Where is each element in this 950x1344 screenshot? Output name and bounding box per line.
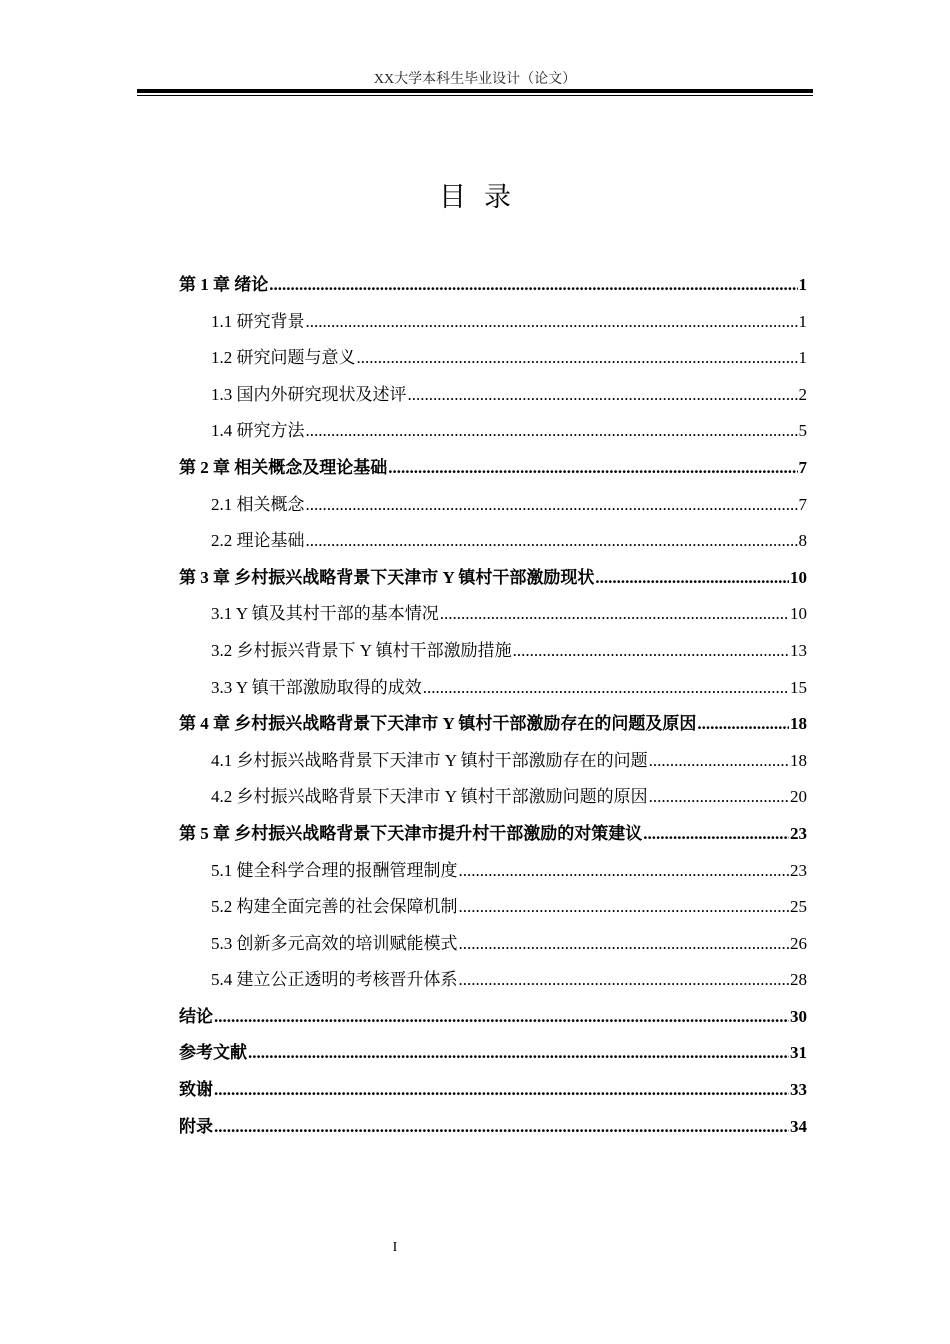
- toc-dot-leader: [357, 340, 798, 377]
- toc-entry-label: 1.1 研究背景: [211, 311, 305, 331]
- toc-section-entry[interactable]: [179, 596, 807, 633]
- toc-entry-label: 第 1 章 绪论: [179, 275, 269, 294]
- toc-dot-leader: [697, 706, 789, 743]
- toc-entry-page: 26: [790, 933, 807, 953]
- toc-dot-leader: [459, 926, 790, 963]
- toc-entry-label: 第 5 章 乡村振兴战略背景下天津市提升村干部激励的对策建议: [179, 823, 643, 843]
- toc-dot-leader: [459, 889, 790, 926]
- toc-entry-label: 4.1 乡村振兴战略背景下天津市 Y 镇村干部激励存在的问题: [211, 750, 648, 770]
- toc-dot-leader: [248, 1035, 789, 1072]
- toc-entry-label: 5.4 建立公正透明的考核晋升体系: [211, 970, 458, 990]
- toc-section-entry[interactable]: [179, 377, 807, 414]
- toc-dot-leader: [269, 267, 797, 304]
- toc-dot-leader: [306, 487, 798, 524]
- toc-entry-page: 1: [798, 275, 807, 294]
- toc-entry-label: 1.2 研究问题与意义: [211, 348, 356, 368]
- toc-entry-page: 1: [798, 348, 807, 368]
- toc-chapter-entry[interactable]: [179, 999, 807, 1036]
- toc-entry-page: 30: [790, 1006, 807, 1026]
- toc-entry-label: 附录: [179, 1116, 213, 1136]
- toc-chapter-entry[interactable]: [179, 267, 807, 304]
- header-rule-thick: [137, 89, 813, 93]
- toc-entry-label: 3.3 Y 镇干部激励取得的成效: [211, 677, 422, 697]
- toc-entry-page: 2: [798, 384, 807, 404]
- toc-dot-leader: [214, 1109, 789, 1146]
- toc-entry-label: 3.2 乡村振兴背景下 Y 镇村干部激励措施: [211, 640, 512, 660]
- toc-dot-leader: [408, 377, 798, 414]
- toc-dot-leader: [459, 853, 790, 890]
- toc-entry-label: 参考文献: [179, 1043, 247, 1063]
- toc-dot-leader: [306, 523, 798, 560]
- toc-chapter-entry[interactable]: [179, 1035, 807, 1072]
- toc-dot-leader: [440, 596, 789, 633]
- toc-entry-page: 8: [798, 531, 807, 551]
- toc-dot-leader: [649, 779, 789, 816]
- toc-entry-label: 2.1 相关概念: [211, 494, 305, 514]
- toc-dot-leader: [643, 816, 789, 853]
- toc-entry-label: 第 4 章 乡村振兴战略背景下天津市 Y 镇村干部激励存在的问题及原因: [179, 714, 697, 734]
- toc-entry-page: 18: [790, 750, 807, 770]
- toc-entry-page: 18: [790, 714, 807, 734]
- toc-section-entry[interactable]: [179, 670, 807, 707]
- toc-dot-leader: [423, 670, 789, 707]
- toc-section-entry[interactable]: [179, 523, 807, 560]
- toc-section-entry[interactable]: [179, 853, 807, 890]
- toc-chapter-entry[interactable]: [179, 1072, 807, 1109]
- toc-dot-leader: [388, 450, 797, 487]
- toc-entry-label: 致谢: [179, 1080, 213, 1100]
- toc-dot-leader: [306, 304, 798, 341]
- toc-entry-label: 5.1 健全科学合理的报酬管理制度: [211, 860, 458, 880]
- toc-section-entry[interactable]: [179, 413, 807, 450]
- toc-dot-leader: [649, 743, 789, 780]
- toc-entry-label: 第 2 章 相关概念及理论基础: [179, 457, 388, 477]
- toc-chapter-entry[interactable]: [179, 1109, 807, 1146]
- toc-entry-page: 15: [790, 677, 807, 697]
- toc-section-entry[interactable]: [179, 962, 807, 999]
- toc-entry-page: 20: [790, 787, 807, 807]
- toc-entry-page: 7: [798, 457, 807, 477]
- toc-dot-leader: [214, 999, 789, 1036]
- toc-title: 目录: [439, 182, 529, 212]
- toc-entry-page: 34: [790, 1116, 807, 1136]
- toc-entry-page: 28: [790, 970, 807, 990]
- toc-entry-label: 1.3 国内外研究现状及述评: [211, 384, 407, 404]
- page-header: XX大学本科生毕业设计（论文）: [373, 72, 577, 87]
- toc-entry-label: 1.4 研究方法: [211, 421, 305, 441]
- toc-dot-leader: [306, 413, 798, 450]
- toc-section-entry[interactable]: [179, 487, 807, 524]
- toc-section-entry[interactable]: [179, 889, 807, 926]
- toc-entry-page: 31: [790, 1043, 807, 1063]
- toc-entry-page: 10: [790, 567, 807, 587]
- toc-chapter-entry[interactable]: [179, 450, 807, 487]
- toc-chapter-entry[interactable]: [179, 706, 807, 743]
- toc-entry-label: 3.1 Y 镇及其村干部的基本情况: [211, 604, 439, 624]
- page-number: I: [392, 1240, 398, 1255]
- toc-dot-leader: [513, 633, 789, 670]
- toc-section-entry[interactable]: [179, 340, 807, 377]
- toc-chapter-entry[interactable]: [179, 816, 807, 853]
- toc-entry-page: 33: [790, 1080, 807, 1100]
- toc-entry-page: 23: [790, 823, 807, 843]
- toc-entry-label: 第 3 章 乡村振兴战略背景下天津市 Y 镇村干部激励现状: [179, 567, 595, 587]
- toc-entry-label: 5.2 构建全面完善的社会保障机制: [211, 897, 458, 917]
- toc-section-entry[interactable]: [179, 304, 807, 341]
- header-rule-thin: [137, 95, 813, 96]
- toc-entry-page: 5: [798, 421, 807, 441]
- toc-section-entry[interactable]: [179, 743, 807, 780]
- toc-entry-page: 23: [790, 860, 807, 880]
- toc-entry-page: 1: [798, 311, 807, 331]
- toc-entry-page: 10: [790, 604, 807, 624]
- toc-entry-page: 13: [790, 640, 807, 660]
- toc-entry-label: 5.3 创新多元高效的培训赋能模式: [211, 933, 458, 953]
- toc-dot-leader: [459, 962, 790, 999]
- toc-section-entry[interactable]: [179, 926, 807, 963]
- toc-entry-label: 4.2 乡村振兴战略背景下天津市 Y 镇村干部激励问题的原因: [211, 787, 648, 807]
- toc-entry-label: 结论: [179, 1006, 213, 1026]
- toc-dot-leader: [595, 560, 789, 597]
- toc-entry-page: 25: [790, 897, 807, 917]
- toc-entry-page: 7: [798, 494, 807, 514]
- table-of-contents: [179, 267, 807, 1145]
- toc-section-entry[interactable]: [179, 779, 807, 816]
- toc-dot-leader: [214, 1072, 789, 1109]
- toc-chapter-entry[interactable]: [179, 560, 807, 597]
- toc-entry-label: 2.2 理论基础: [211, 531, 305, 551]
- toc-section-entry[interactable]: [179, 633, 807, 670]
